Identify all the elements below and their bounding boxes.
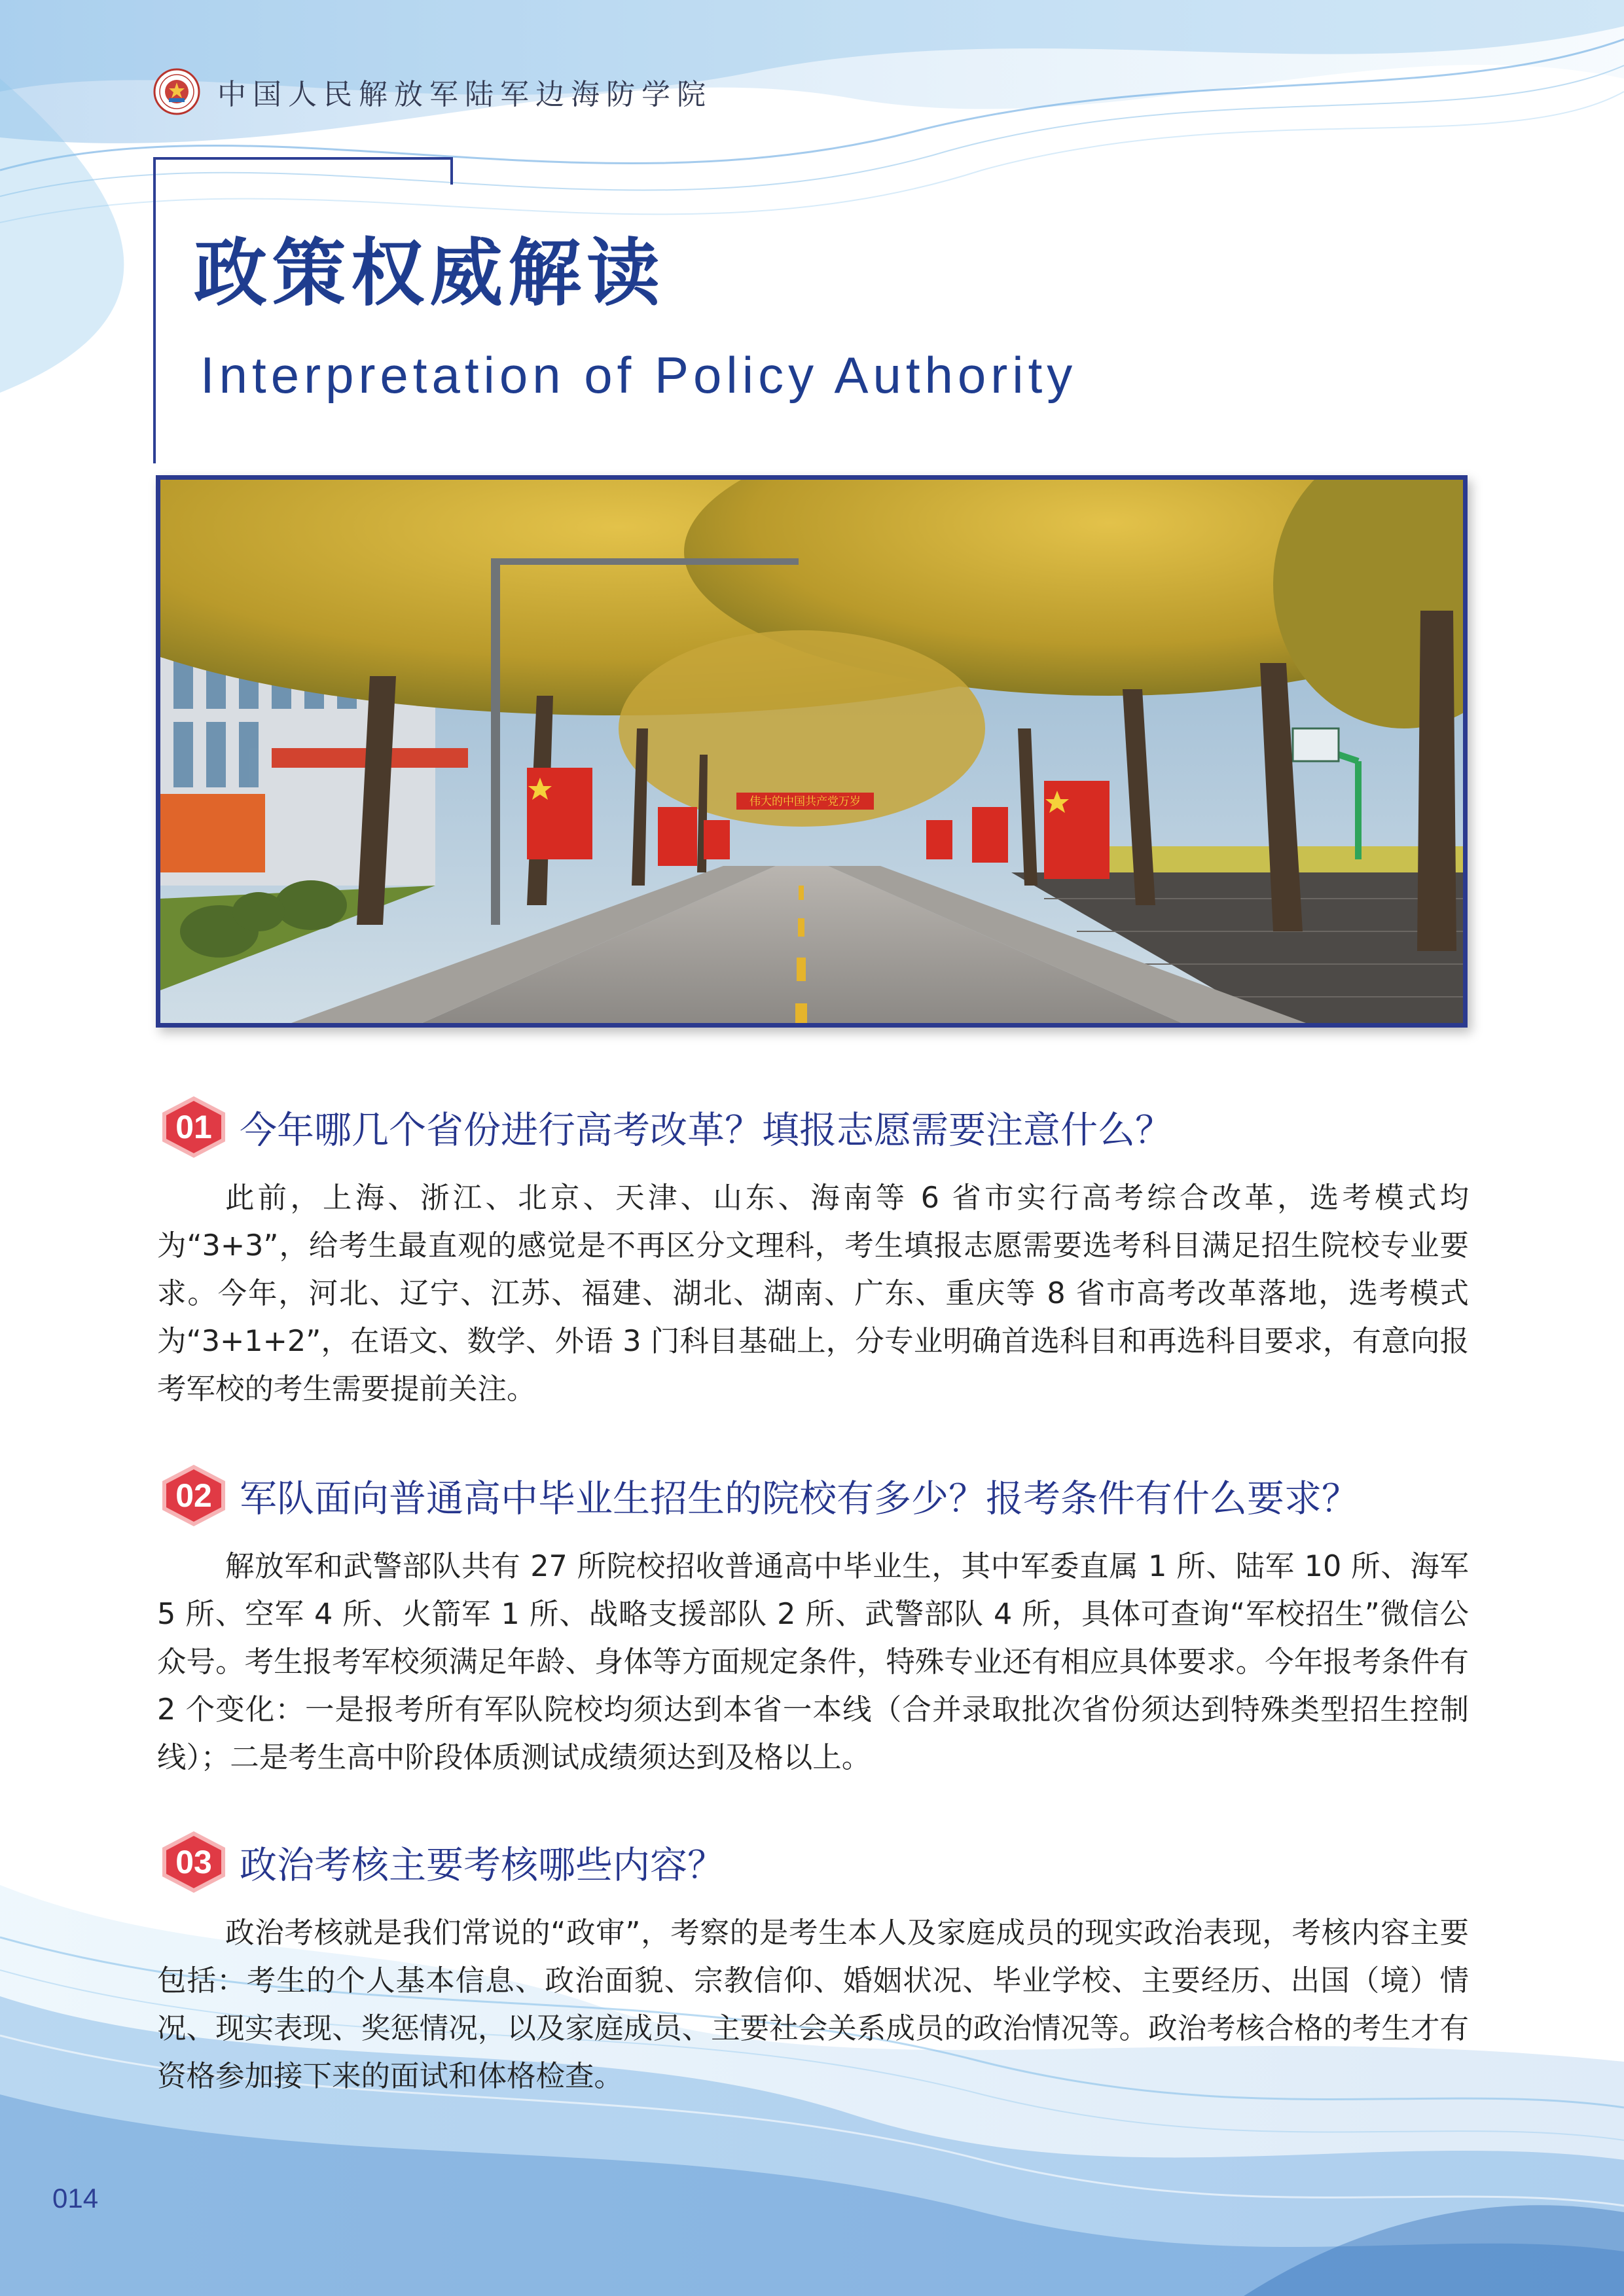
question-title: 政治考核主要考核哪些内容？ [240,1844,725,1887]
title-frame-left [153,157,156,463]
question-number-badge: 03 [157,1829,230,1895]
title-frame-tick [450,157,453,185]
org-header [153,65,712,118]
question-number-badge: 02 [157,1463,230,1528]
title-frame-top [153,157,453,160]
page-number: 014 [52,2183,99,2214]
question-1 [157,1094,1473,1413]
campus-avenue-photo [156,475,1468,1028]
question-title: 今年哪几个省份进行高考改革？填报志愿需要注意什么？ [240,1109,1172,1152]
question-answer: 解放军和武警部队共有 27 所院校招收普通高中毕业生，其中军委直属 1 所、陆军 10 所、海军 5 所、空军 4 所、火箭军 1 所、战略支援部队 2 所、武警部队 4 所，具体可查询“军校招生”微信公众号。考生报考军校须满足年龄、身体等方面规定条件，特殊专业还有相应具体要求。今年报考条件有 2 个变化：一是报考所有军队院校均须达到本省一本线（合并录取批次省份须达到特殊类型招生控制线）；二是考生高中阶段体质测试成绩须达到及格以上。 [157,1550,1469,1774]
academy-seal-icon [153,68,200,115]
org-name: 中国人民解放军陆军边海防学院 [217,78,712,111]
page-subtitle: Interpretation of Policy Authority [200,346,1077,404]
photo-banner-text: 伟大的中国共产党万岁 [749,795,861,808]
question-3 [157,1829,1473,2100]
question-answer: 此前，上海、浙江、北京、天津、山东、海南等 6 省市实行高考综合改革，选考模式均为“3+3”，给考生最直观的感觉是不再区分文理科，考生填报志愿需要选考科目满足招生院校专业要求。今年，河北、辽宁、江苏、福建、湖北、湖南、广东、重庆等 8 省市高考改革落地，选考模式为“3+1+2”，在语文、数学、外语 3 门科目基础上，分专业明确首选科目和再选科目要求，有意向报考军校的考生需要提前关注。 [157,1181,1469,1406]
question-answer: 政治考核就是我们常说的“政审”，考察的是考生本人及家庭成员的现实政治表现，考核内容主要包括：考生的个人基本信息、政治面貌、宗教信仰、婚姻状况、毕业学校、主要经历、出国（境）情况、现实表现、奖惩情况，以及家庭成员、主要社会关系成员的政治情况等。政治考核合格的考生才有资格参加接下来的面试和体格检查。 [157,1916,1469,2093]
question-2 [157,1463,1473,1782]
question-title: 军队面向普通高中毕业生招生的院校有多少？报考条件有什么要求？ [240,1477,1359,1520]
page-title: 政策权威解读 [194,231,665,316]
question-number-badge: 01 [157,1094,230,1160]
